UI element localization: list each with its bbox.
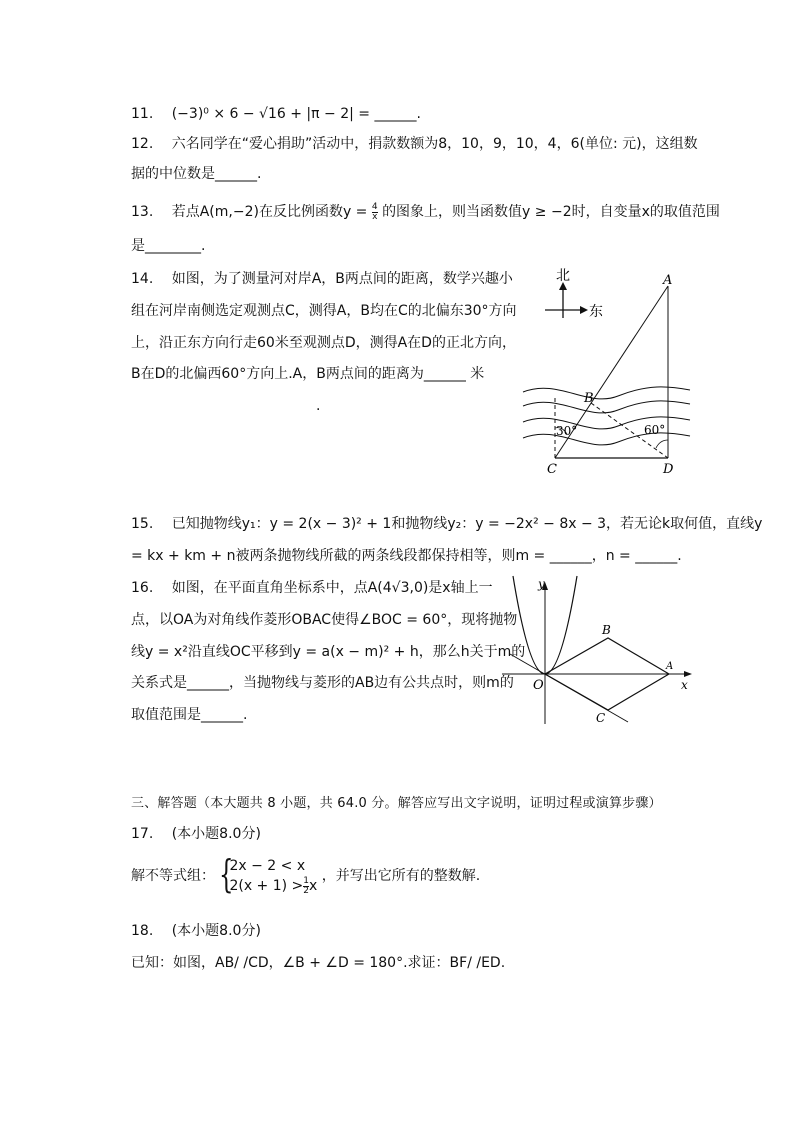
question-14-cont <box>131 364 484 384</box>
label-A: A <box>666 661 674 672</box>
question-text: 关系式是______，当抛物线与菱形的AB边有公共点时，则m的 <box>131 675 514 691</box>
question-11 <box>131 104 421 124</box>
label-D: D <box>663 462 674 477</box>
question-text: 解不等式组： <box>131 868 215 884</box>
question-number: 13. <box>131 204 154 220</box>
label-north: 北 <box>556 268 570 284</box>
river-figure <box>518 268 698 480</box>
question-14 <box>131 269 513 289</box>
question-text: ，并写出它所有的整数解. <box>321 868 481 884</box>
question-text: = kx + km + n被两条抛物线所截的两条线段都保持相等，则m = ______，n = ______. <box>131 548 682 564</box>
section-title <box>131 794 662 814</box>
question-number: 17. <box>131 826 154 842</box>
label-60-deg: 60° <box>644 423 666 437</box>
question-18-body <box>131 953 505 973</box>
question-text: 线y = x²沿直线OC平移到y = a(x − m)² + h，那么h关于m的 <box>131 644 526 660</box>
question-14-cont <box>131 301 517 321</box>
question-text: 的图象上，则当函数值y ≥ −2时，自变量x的取值范围 <box>382 204 720 220</box>
question-14-cont <box>131 333 516 353</box>
label-B: B <box>584 391 594 406</box>
label-C: C <box>547 462 557 477</box>
label-x: x <box>681 678 688 692</box>
dot: . <box>316 398 321 414</box>
river-bank-2 <box>523 401 690 413</box>
question-16 <box>131 578 493 598</box>
label-30-deg: 30° <box>556 424 578 438</box>
label-east: 东 <box>589 304 603 320</box>
question-number: 15. <box>131 516 154 532</box>
question-text: 组在河岸南侧选定观测点C，测得A，B均在C的北偏东30°方向 <box>131 303 517 319</box>
question-text: 已知：如图，AB/ /CD，∠B + ∠D = 180°.求证：BF/ /ED. <box>131 955 506 971</box>
label-O: O <box>533 678 544 693</box>
question-16-cont <box>131 705 247 725</box>
question-number: 16. <box>131 580 154 596</box>
label-A: A <box>663 273 673 288</box>
label-C: C <box>596 711 606 725</box>
question-number: 11. <box>131 106 154 122</box>
ineq2-left: 2(x + 1) > <box>229 878 304 894</box>
question-text: 如图，在平面直角坐标系中，点A(4√3,0)是x轴上一 <box>171 580 493 596</box>
question-text: 如图，为了测量河对岸A，B两点间的距离，数学兴趣小 <box>171 271 513 287</box>
line-OC <box>510 654 628 722</box>
question-16-cont <box>131 642 525 662</box>
question-number: 14. <box>131 271 154 287</box>
fraction: $\frac{4}{x}$ <box>371 201 378 222</box>
question-text: 六名同学在“爱心捐助”活动中，捐款数额为8，10，9，10，4，6(单位: 元)，这组数 <box>171 136 698 152</box>
east-arrow-icon <box>580 306 588 314</box>
label-B: B <box>602 623 611 637</box>
question-12 <box>131 134 698 154</box>
question-text: 点，以OA为对角线作菱形OBAC使得∠BOC = 60°，现将抛物 <box>131 612 518 628</box>
question-text: B在D的北偏西60°方向上.A，B两点间的距离为______ 米 <box>131 366 485 382</box>
question-text: 已知抛物线y₁：y = 2(x − 3)² + 1和抛物线y₂：y = −2x² − 8x − 3，若无论k取何值，直线y <box>171 516 763 532</box>
ineq2-right: x <box>309 878 318 894</box>
question-17-body <box>131 852 481 896</box>
river-bank-1 <box>523 387 690 399</box>
inequality-1: 2x − 2 < x <box>229 858 306 874</box>
angle-arc-60 <box>656 440 668 448</box>
question-text: 若点A(m,−2)在反比例函数y = <box>171 204 368 220</box>
question-number: 18. <box>131 923 154 939</box>
question-text: 上，沿正东方向行走60米至观测点D，测得A在D的正北方向， <box>131 335 516 351</box>
question-15-cont <box>131 546 682 566</box>
section-heading: 三、解答题（本大题共 8 小题，共 64.0 分。解答应写出文字说明，证明过程或演算步骤） <box>131 796 662 811</box>
question-17 <box>131 824 261 844</box>
question-12-cont <box>131 164 261 184</box>
stray-dot <box>316 396 320 416</box>
inequality-2 <box>229 876 317 896</box>
brace-icon: { <box>219 852 234 896</box>
question-text: 据的中位数是______. <box>131 166 262 182</box>
inequality-system <box>219 852 318 896</box>
question-score: (本小题8.0分) <box>171 826 261 842</box>
question-text: (−3)⁰ × 6 − √16 + |π − 2| = ______. <box>171 106 421 122</box>
question-13-cont <box>131 236 205 256</box>
question-16-cont <box>131 610 517 630</box>
x-axis-arrow-icon <box>684 671 692 677</box>
question-text: 取值范围是______. <box>131 707 248 723</box>
question-16-cont <box>131 673 514 693</box>
question-number: 12. <box>131 136 154 152</box>
question-text: 是________. <box>131 238 206 254</box>
question-13 <box>131 202 720 222</box>
fraction: $\frac{1}{2}$ <box>303 875 310 896</box>
question-15 <box>131 514 762 534</box>
coordinate-figure <box>502 574 698 726</box>
label-y: y <box>538 577 545 591</box>
question-18 <box>131 921 261 941</box>
question-score: (本小题8.0分) <box>171 923 261 939</box>
